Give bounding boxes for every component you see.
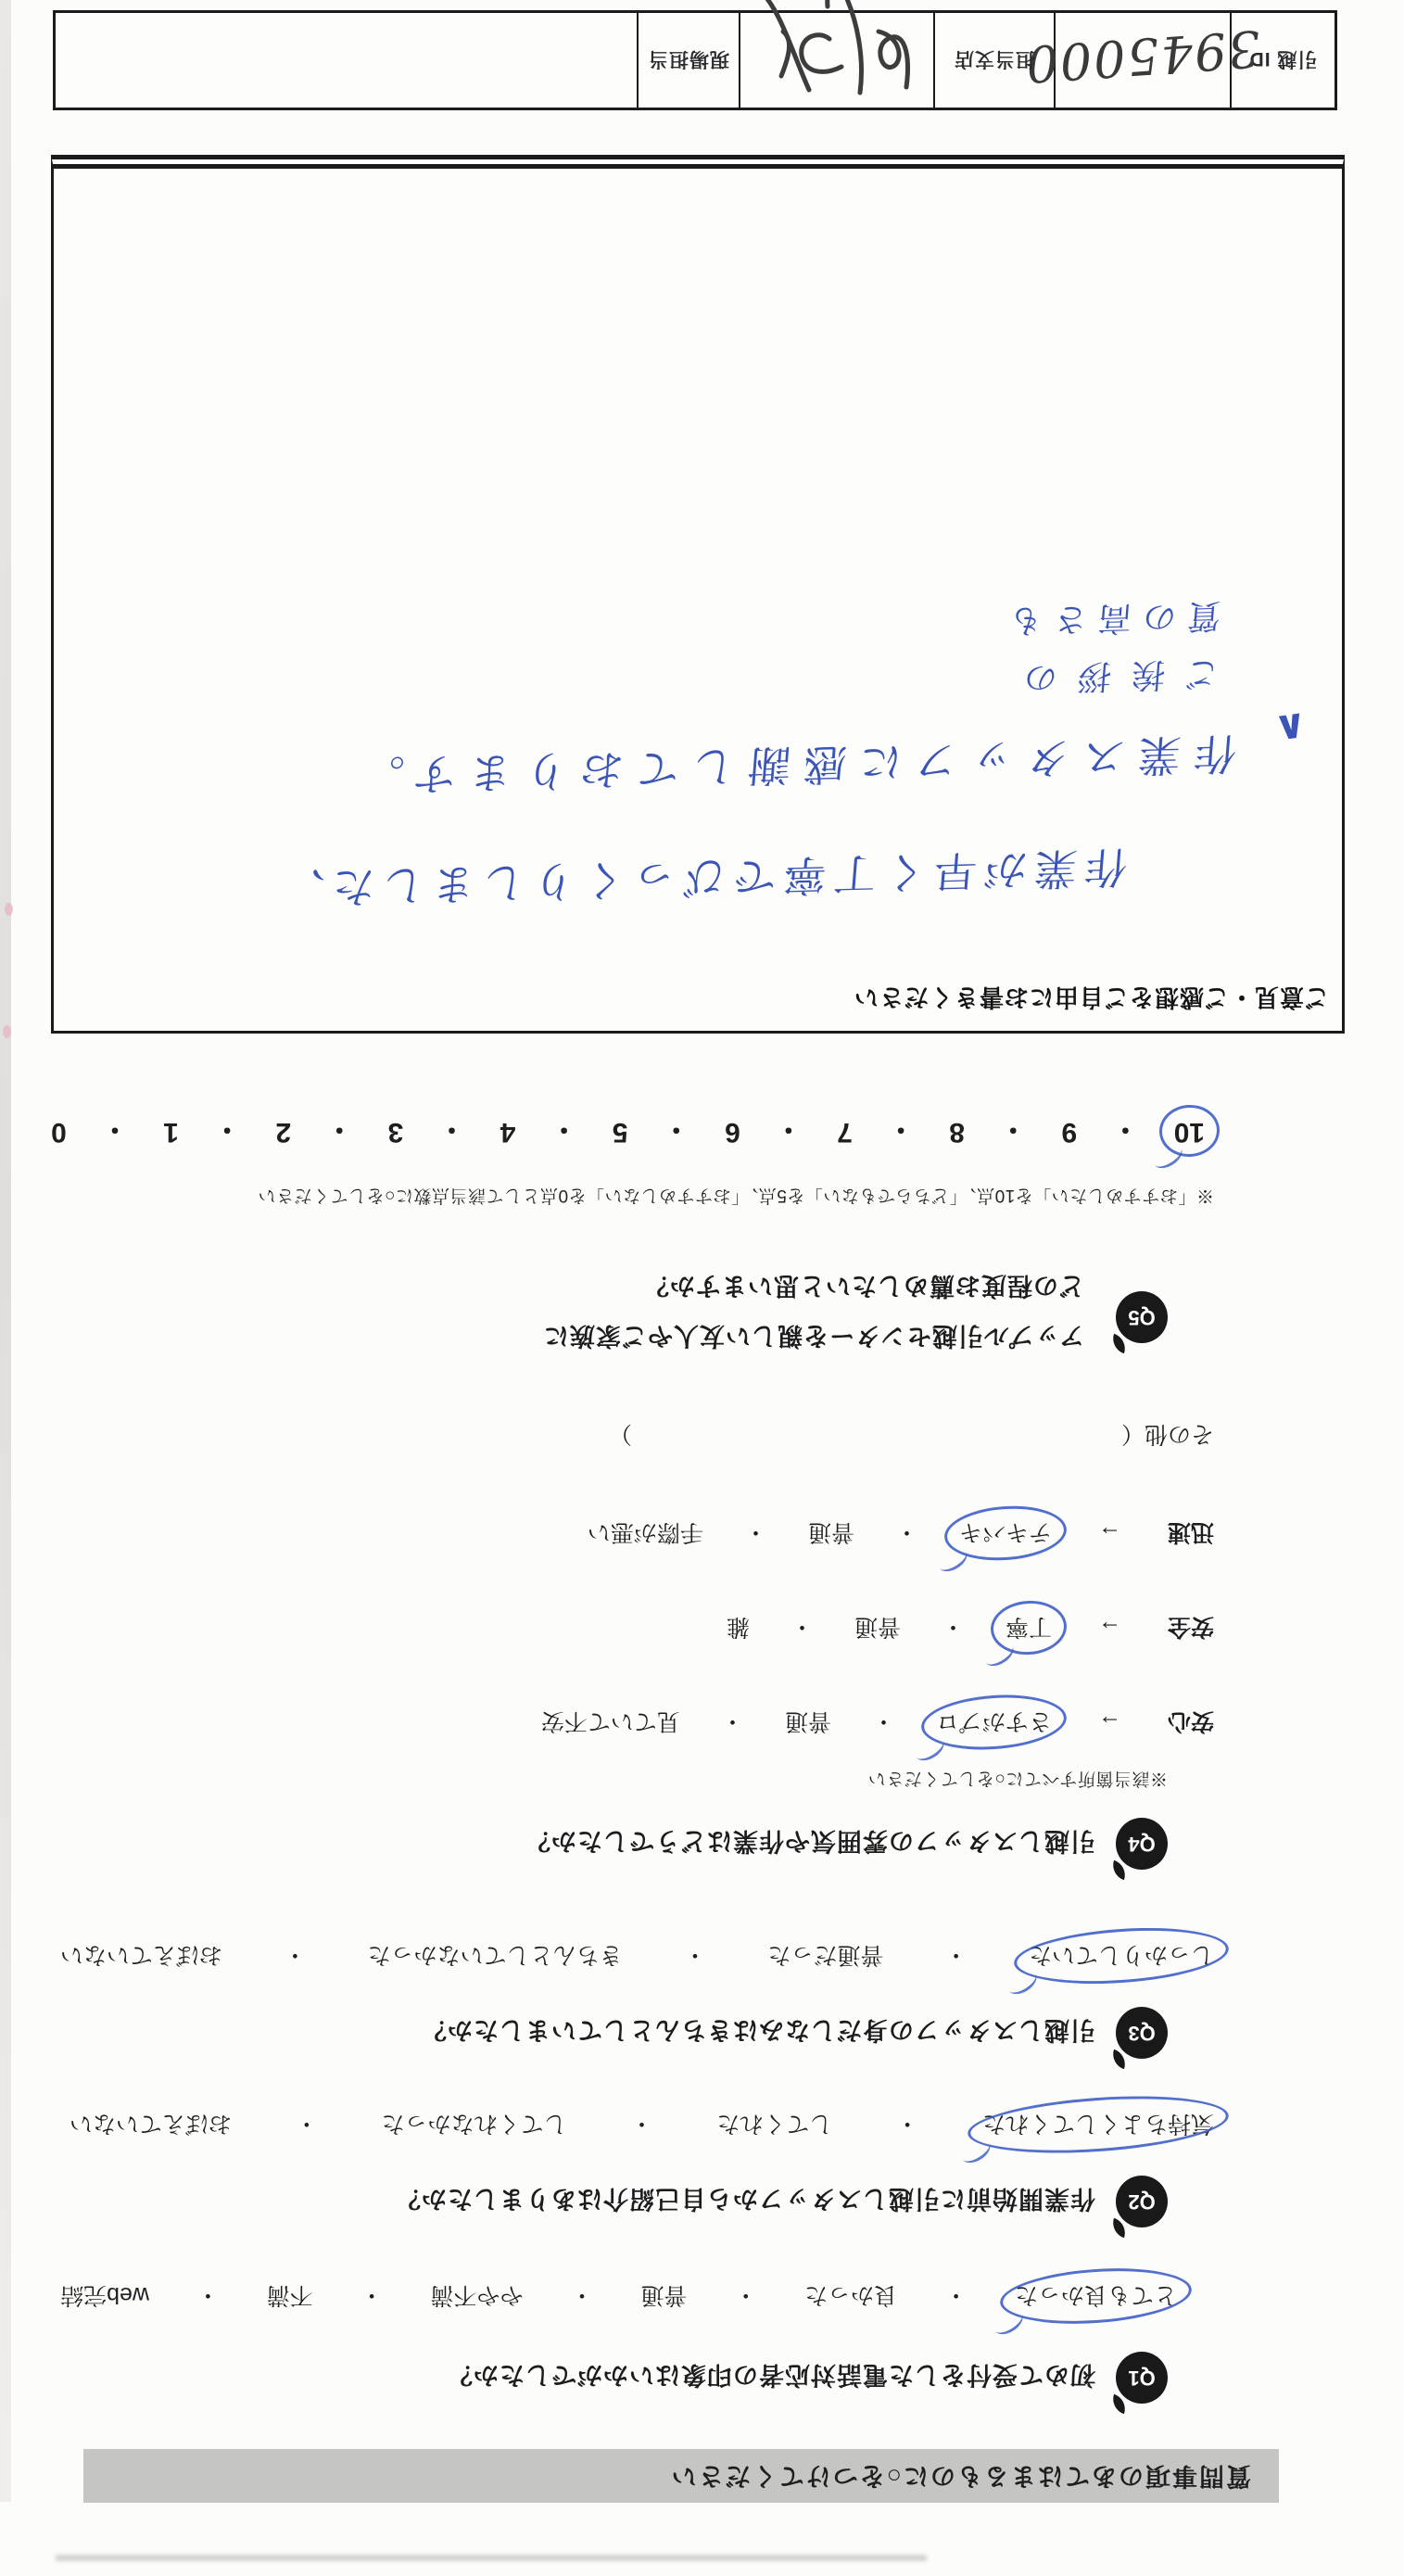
- option-separator: ・: [720, 1708, 744, 1734]
- scan-edge-strip: [0, 0, 11, 2502]
- q5-question-line2: どの程度お薦めしたいと思いますか？: [643, 1272, 1084, 1300]
- option-separator: ・: [999, 1113, 1028, 1144]
- option: 普通だった: [767, 1942, 884, 1968]
- option: おぼえていない: [70, 2111, 233, 2137]
- q4-row-other: [609, 1419, 1214, 1453]
- option-separator: ・: [295, 2111, 319, 2137]
- option: してくれなかった: [381, 2111, 567, 2137]
- option-separator: ・: [437, 1113, 466, 1144]
- q4-row-anshin-label: 安心: [1167, 1708, 1214, 1734]
- q4-row-jinsoku: [588, 1517, 1214, 1551]
- scan-mark: [5, 903, 13, 916]
- option-separator: ・: [630, 2111, 654, 2137]
- q4-badge: Q4: [1116, 1818, 1168, 1870]
- handwritten-inserted-line1: ご挨拶の: [1002, 653, 1221, 698]
- option-pen-circled: とても良かった: [1015, 2280, 1177, 2314]
- handwritten-inserted-line2: 質の高さも: [996, 595, 1223, 641]
- move-id-value-cell: [1022, 13, 1262, 108]
- branch-signature-cell: [739, 13, 933, 108]
- question-q3: [421, 2007, 1168, 2059]
- option-separator: ・: [213, 1113, 242, 1144]
- question-q2: [395, 2176, 1168, 2227]
- option: 5: [612, 1117, 628, 1148]
- q4-other-paren-close: ）: [608, 1421, 632, 1447]
- option-separator: ・: [325, 1113, 354, 1144]
- option-separator: ・: [1111, 1113, 1140, 1144]
- site-lead-value-cell: [56, 13, 637, 108]
- option-pen-circled: しっかりしていた: [1029, 1940, 1214, 1973]
- option-pen-circled: 丁寧: [1006, 1612, 1052, 1645]
- option-pen-circled: テキパキ: [959, 1517, 1052, 1551]
- q4-other-label: その他（: [1120, 1421, 1214, 1447]
- option-separator: ・: [550, 1113, 578, 1144]
- q4-row-anzen-label: 安全: [1167, 1614, 1214, 1640]
- option: 普通: [784, 1708, 831, 1734]
- option-separator: ・: [100, 1113, 129, 1144]
- option: web完結: [60, 2282, 149, 2308]
- option-pen-circled: さすがプロ: [936, 1707, 1052, 1740]
- q1-badge: Q1: [1116, 2352, 1168, 2404]
- q3-question-text: 引越しスタッフの身だしなみはきちんとしていましたか？: [421, 2016, 1095, 2045]
- option-separator: ・: [871, 1708, 895, 1734]
- q4-row-anzen: [727, 1612, 1214, 1645]
- option-separator: ・: [360, 2282, 384, 2308]
- scan-mark: [3, 1025, 11, 1038]
- option-separator: ・: [196, 2282, 220, 2308]
- arrow-icon: →: [1097, 1521, 1121, 1548]
- option: 3: [387, 1117, 404, 1148]
- option-separator: ・: [941, 1614, 965, 1640]
- q4-row-anshin: [541, 1707, 1214, 1740]
- handwritten-comment-line1: 作業が早く丁寧でびっくりしました、: [272, 841, 1130, 915]
- option-separator: ・: [790, 1614, 814, 1640]
- survey-title-bar: 質問事項のあてはまるものに○をつけてください: [83, 2449, 1279, 2503]
- arrow-icon: →: [1097, 1616, 1121, 1643]
- q3-badge: Q3: [1116, 2007, 1168, 2059]
- q1-options: [60, 2280, 1177, 2314]
- option-separator: ・: [774, 1113, 803, 1144]
- option: 普通: [854, 1614, 901, 1640]
- handwritten-insertion-caret: ∧: [1271, 702, 1311, 755]
- q1-question-text: 初めて受付をした電話対応者の印象はいかがでしたか？: [447, 2361, 1095, 2390]
- arrow-icon: →: [1097, 1710, 1121, 1737]
- option: 見ていて不安: [540, 1708, 680, 1734]
- q4-row-anzen-options: [727, 1612, 1052, 1645]
- q4-row-jinsoku-options: [588, 1517, 1052, 1551]
- option: 8: [949, 1117, 965, 1148]
- option: してくれた: [716, 2111, 833, 2137]
- q5-rating-scale: [51, 1111, 1205, 1152]
- option-separator: ・: [570, 2282, 594, 2308]
- option-separator: ・: [895, 2111, 919, 2137]
- branch-label-cell: [933, 13, 1054, 108]
- question-q1: [447, 2352, 1168, 2404]
- branch-label: 担当支店: [954, 48, 1035, 70]
- option: 9: [1061, 1117, 1078, 1148]
- option-separator: ・: [944, 1942, 968, 1968]
- option-separator: ・: [683, 1942, 707, 1968]
- option: きちんとしていなかった: [367, 1942, 623, 1968]
- option: 普通: [807, 1519, 854, 1545]
- question-q4: [525, 1818, 1168, 1870]
- option: やや不満: [430, 2282, 524, 2308]
- option-separator: ・: [894, 1519, 918, 1545]
- option-separator: ・: [283, 1942, 307, 1968]
- option-separator: ・: [734, 2282, 758, 2308]
- option: 良かった: [804, 2282, 898, 2308]
- move-id-label: 引越 ID: [1248, 48, 1318, 70]
- q5-question-line1: アップル引越センターを親しい友人やご家族に: [543, 1322, 1084, 1350]
- handwritten-comment-line2: 作業スタッフに感謝しております。: [346, 728, 1239, 802]
- q4-question-text: 引越しスタッフの雰囲気や作業はどうでしたか？: [525, 1827, 1095, 1856]
- option: 4: [500, 1117, 516, 1148]
- q5-note: ※「おすすめしたい」を10点、「どちらでもない」を5点、「おすすめしない」を0点として該当点数に○をしてください: [258, 1186, 1214, 1205]
- move-id-handwritten-value: 3945000: [1022, 19, 1262, 95]
- site-lead-label: 現場担当: [648, 48, 729, 70]
- option: 1: [163, 1117, 179, 1148]
- scan-smudge: [56, 2555, 927, 2561]
- q2-question-text: 作業開始前に引越しスタッフから自己紹介はありましたか？: [395, 2185, 1095, 2214]
- option: 普通: [640, 2282, 688, 2308]
- comment-box-heading: ご意見・ご感想をご自由にお書きください: [853, 983, 1329, 1011]
- option-separator: ・: [743, 1519, 767, 1545]
- option-pen-circled: 気持ちよくしてくれた: [982, 2109, 1214, 2142]
- handwritten-signature: [744, 0, 930, 105]
- staff-id-table: [53, 10, 1337, 110]
- option: 2: [275, 1117, 292, 1148]
- option: 手際が悪い: [587, 1519, 703, 1545]
- option: 7: [837, 1117, 853, 1148]
- option-separator: ・: [662, 1113, 690, 1144]
- option: 6: [725, 1117, 740, 1148]
- option: 不満: [266, 2282, 313, 2308]
- option: 雑: [726, 1614, 750, 1640]
- q2-badge: Q2: [1116, 2176, 1168, 2227]
- option-separator: ・: [944, 2282, 968, 2308]
- q5-badge: Q5: [1116, 1291, 1168, 1343]
- q3-options: [60, 1940, 1214, 1973]
- option: おぼえていない: [60, 1942, 223, 1968]
- q4-row-jinsoku-label: 迅速: [1167, 1519, 1214, 1545]
- option-separator: ・: [887, 1113, 916, 1144]
- option-pen-circled: 10: [1173, 1117, 1205, 1148]
- site-lead-label-cell: [637, 13, 739, 108]
- q2-options: [70, 2109, 1214, 2142]
- q4-row-anshin-options: [541, 1707, 1052, 1740]
- q4-note: ※該当箇所すべてに○をしてください: [867, 1769, 1168, 1788]
- option: 0: [51, 1117, 67, 1148]
